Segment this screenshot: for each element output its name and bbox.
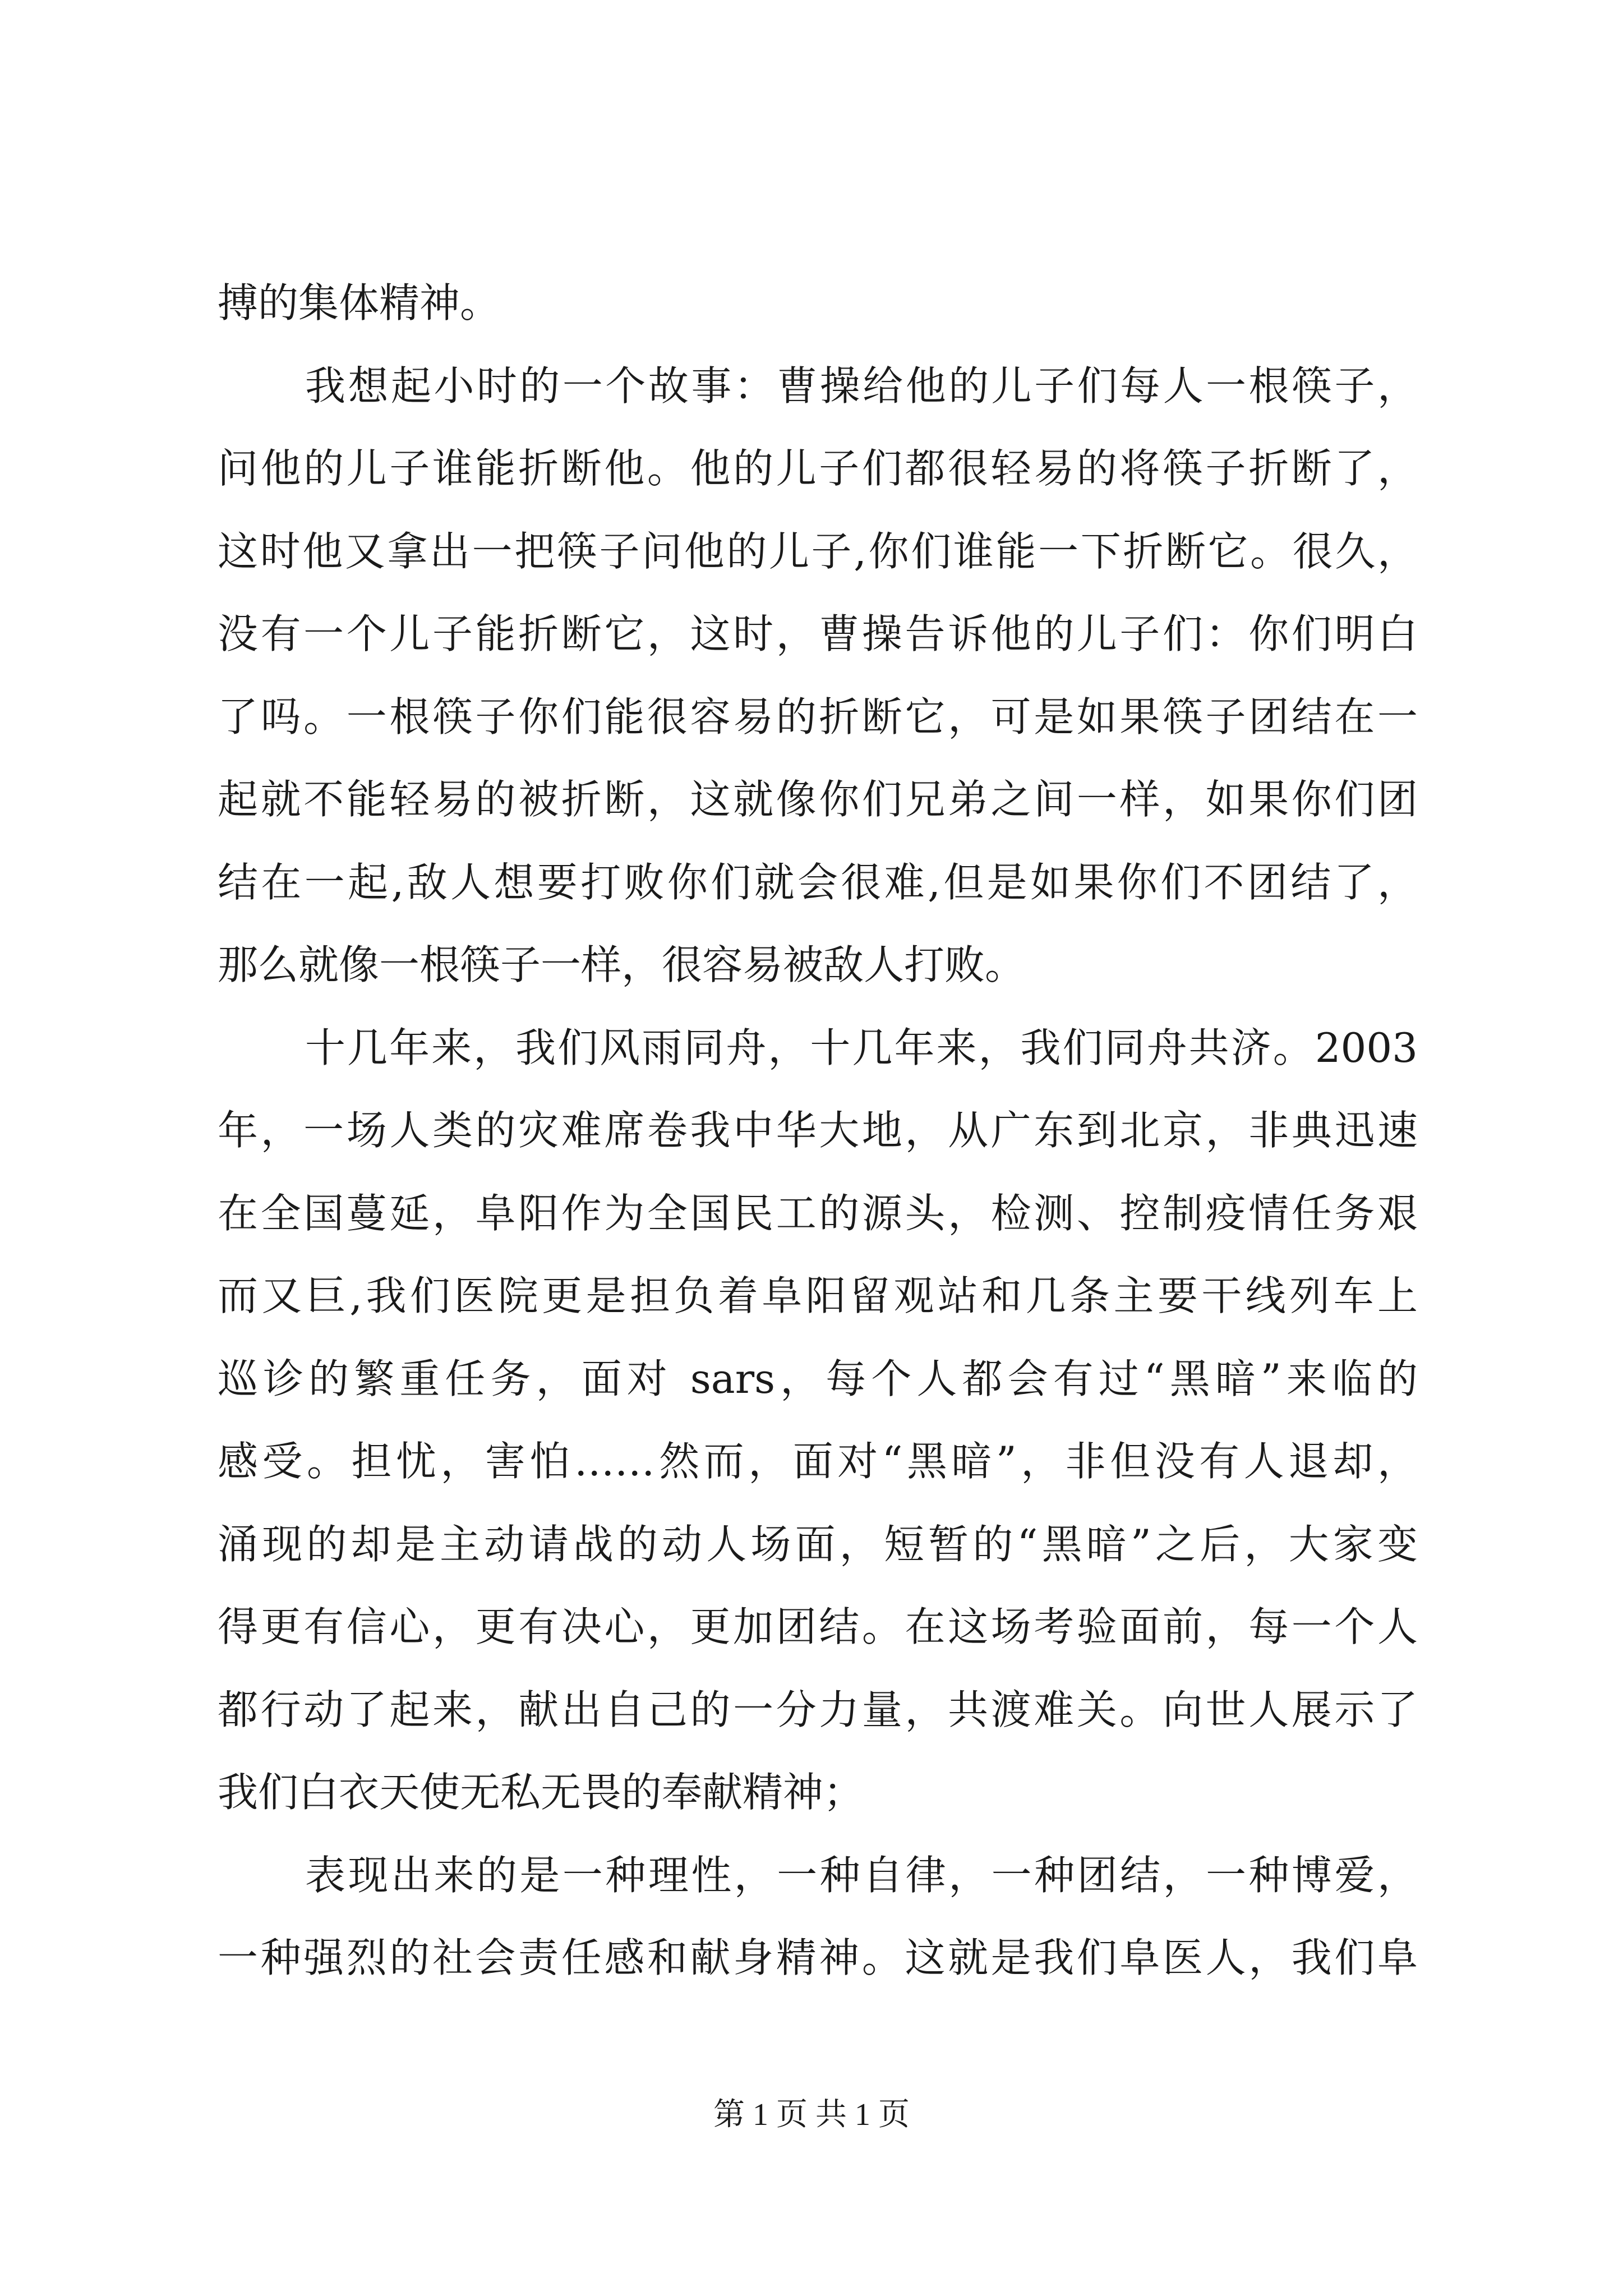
text-line: 得更有信心，更有决心，更加团结。在这场考验面前，每一个人 (218, 1603, 1418, 1650)
text-line: 我们白衣天使无私无畏的奉献精神； (218, 1769, 864, 1816)
text-line: 感受。担忧，害怕……然而，面对“黑暗”，非但没有人退却， (218, 1438, 1418, 1485)
paragraph-first-line: 表现出来的是一种理性，一种自律，一种团结，一种博爱， (305, 1852, 1418, 1899)
text-line: 没有一个儿子能折断它，这时，曹操告诉他的儿子们：你们明白 (218, 610, 1418, 657)
text-line: 了吗。一根筷子你们能很容易的折断它，可是如果筷子团结在一 (218, 693, 1418, 740)
text-line: 在全国蔓延，阜阳作为全国民工的源头，检测、控制疫情任务艰 (218, 1190, 1418, 1237)
text-line: 一种强烈的社会责任感和献身精神。这就是我们阜医人，我们阜 (218, 1934, 1418, 1981)
text-line: 问他的儿子谁能折断他。他的儿子们都很轻易的将筷子折断了， (218, 445, 1418, 492)
paragraph-first-line: 我想起小时的一个故事：曹操给他的儿子们每人一根筷子， (305, 362, 1418, 409)
text-line: 结在一起,敌人想要打败你们就会很难,但是如果你们不团结了， (218, 859, 1418, 906)
text-line: 而又巨,我们医院更是担负着阜阳留观站和几条主要干线列车上 (218, 1272, 1418, 1319)
text-line: 年，一场人类的灾难席卷我中华大地，从广东到北京，非典迅速 (218, 1107, 1418, 1154)
text-line: 这时他又拿出一把筷子问他的儿子,你们谁能一下折断它。很久， (218, 528, 1418, 575)
text-line: 巡诊的繁重任务，面对 sars，每个人都会有过“黑暗”来临的 (218, 1355, 1418, 1402)
text-line: 那么就像一根筷子一样，很容易被敌人打败。 (218, 941, 1026, 988)
text-line: 搏的集体精神。 (218, 279, 501, 326)
text-line: 涌现的却是主动请战的动人场面，短暂的“黑暗”之后，大家变 (218, 1521, 1418, 1568)
text-line: 都行动了起来，献出自己的一分力量，共渡难关。向世人展示了 (218, 1686, 1418, 1733)
page-footer: 第 1 页 共 1 页 (713, 2097, 910, 2132)
paragraph-first-line: 十几年来，我们风雨同舟，十几年来，我们同舟共济。2003 (305, 1024, 1418, 1071)
text-line: 起就不能轻易的被折断，这就像你们兄弟之间一样，如果你们团 (218, 776, 1418, 823)
